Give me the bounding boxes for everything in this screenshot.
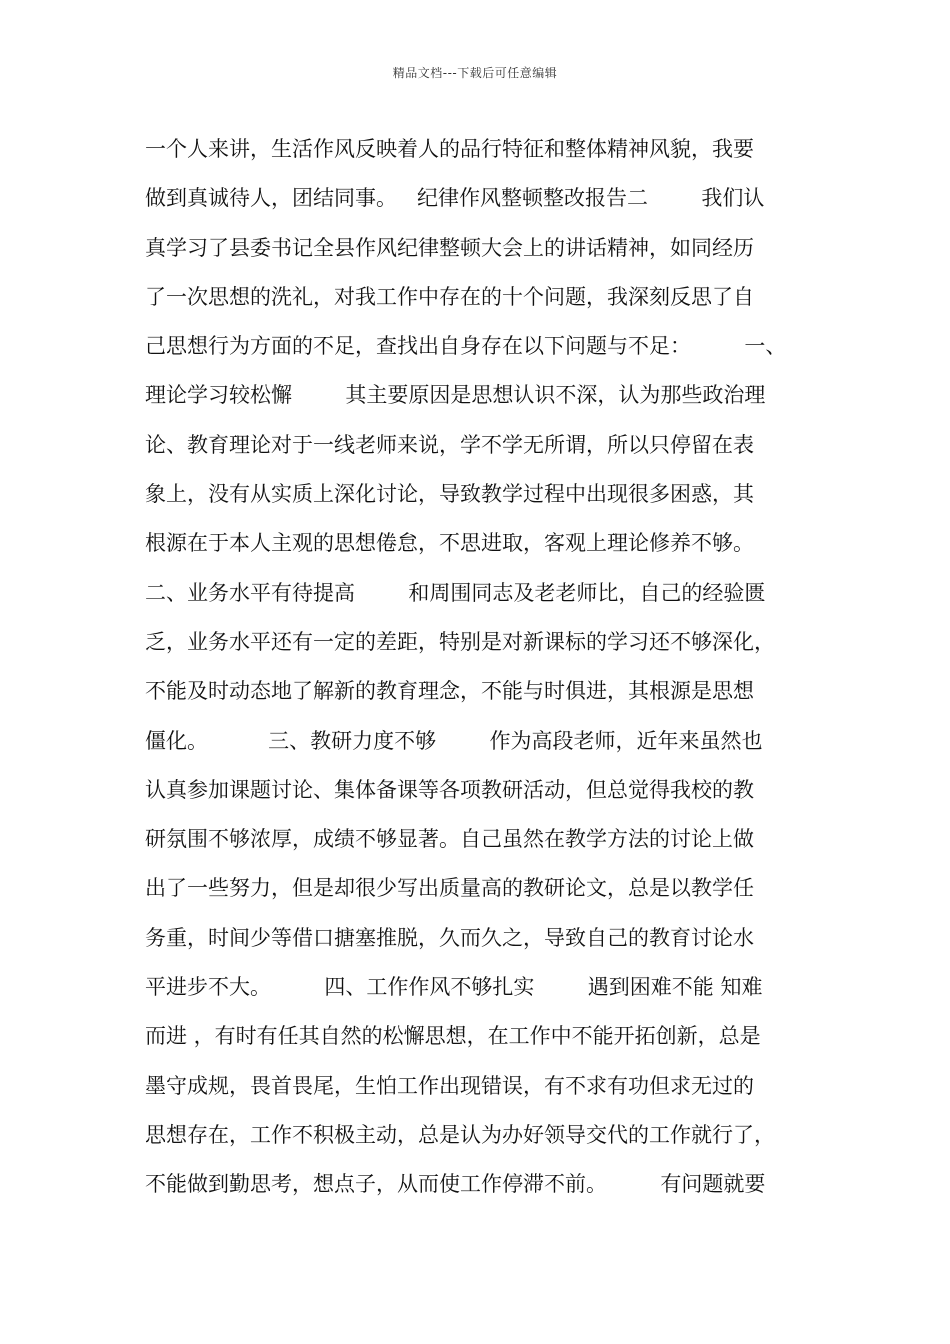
body-line: 根源在于本人主观的思想倦怠，不思进取，客观上理论修养不够。 bbox=[145, 531, 754, 556]
body-line: 象上，没有从实质上深化讨论，导致教学过程中出现很多困惑，其 bbox=[145, 482, 754, 507]
body-line: 出了一些努力，但是却很少写出质量高的教研论文，总是以教学任 bbox=[145, 876, 754, 901]
body-line: 理论学习较松懈 其主要原因是思想认识不深，认为那些政治理 bbox=[145, 383, 766, 408]
body-line: 墨守成规，畏首畏尾，生怕工作出现错误，有不求有功但求无过的 bbox=[145, 1073, 754, 1098]
body-line: 己思想行为方面的不足，查找出自身存在以下问题与不足： 一、 bbox=[145, 334, 787, 359]
body-line: 不能及时动态地了解新的教育理念，不能与时俱进，其根源是思想 bbox=[145, 679, 754, 704]
body-line: 思想存在，工作不积极主动，总是认为办好领导交代的工作就行了， bbox=[145, 1122, 775, 1147]
body-line: 做到真诚待人，团结同事。 纪律作风整顿整改报告二 我们认 bbox=[145, 186, 765, 211]
body-line: 了一次思想的洗礼，对我工作中存在的十个问题，我深刻反思了自 bbox=[145, 284, 754, 309]
body-line: 二、业务水平有待提高 和周围同志及老老师比，自己的经验匮 bbox=[145, 580, 766, 605]
body-line: 而进 ，有时有任其自然的松懈思想，在工作中不能开拓创新，总是 bbox=[145, 1024, 761, 1049]
body-line: 务重，时间少等借口搪塞推脱，久而久之，导致自己的教育讨论水 bbox=[145, 925, 754, 950]
body-line: 僵化。 三、教研力度不够 作为高段老师，近年来虽然也 bbox=[145, 728, 763, 753]
page-header: 精品文档---下载后可任意编辑 bbox=[392, 66, 558, 80]
body-line: 认真参加课题讨论、集体备课等各项教研活动，但总觉得我校的教 bbox=[145, 777, 754, 802]
body-line: 真学习了县委书记全县作风纪律整顿大会上的讲话精神，如同经历 bbox=[145, 235, 754, 260]
body-line: 乏，业务水平还有一定的差距，特别是对新课标的学习还不够深化， bbox=[145, 629, 775, 654]
document-body bbox=[145, 125, 835, 1210]
body-line: 平进步不大。 四、工作作风不够扎实 遇到困难不能 知难 bbox=[145, 975, 763, 1000]
body-line: 论、教育理论对于一线老师来说，学不学无所谓，所以只停留在表 bbox=[145, 432, 754, 457]
body-line: 不能做到勤思考，想点子，从而使工作停滞不前。 有问题就要 bbox=[145, 1172, 766, 1197]
body-line: 一个人来讲，生活作风反映着人的品行特征和整体精神风貌，我要 bbox=[145, 137, 754, 161]
body-line: 研氛围不够浓厚，成绩不够显著。自己虽然在教学方法的讨论上做 bbox=[145, 827, 754, 852]
